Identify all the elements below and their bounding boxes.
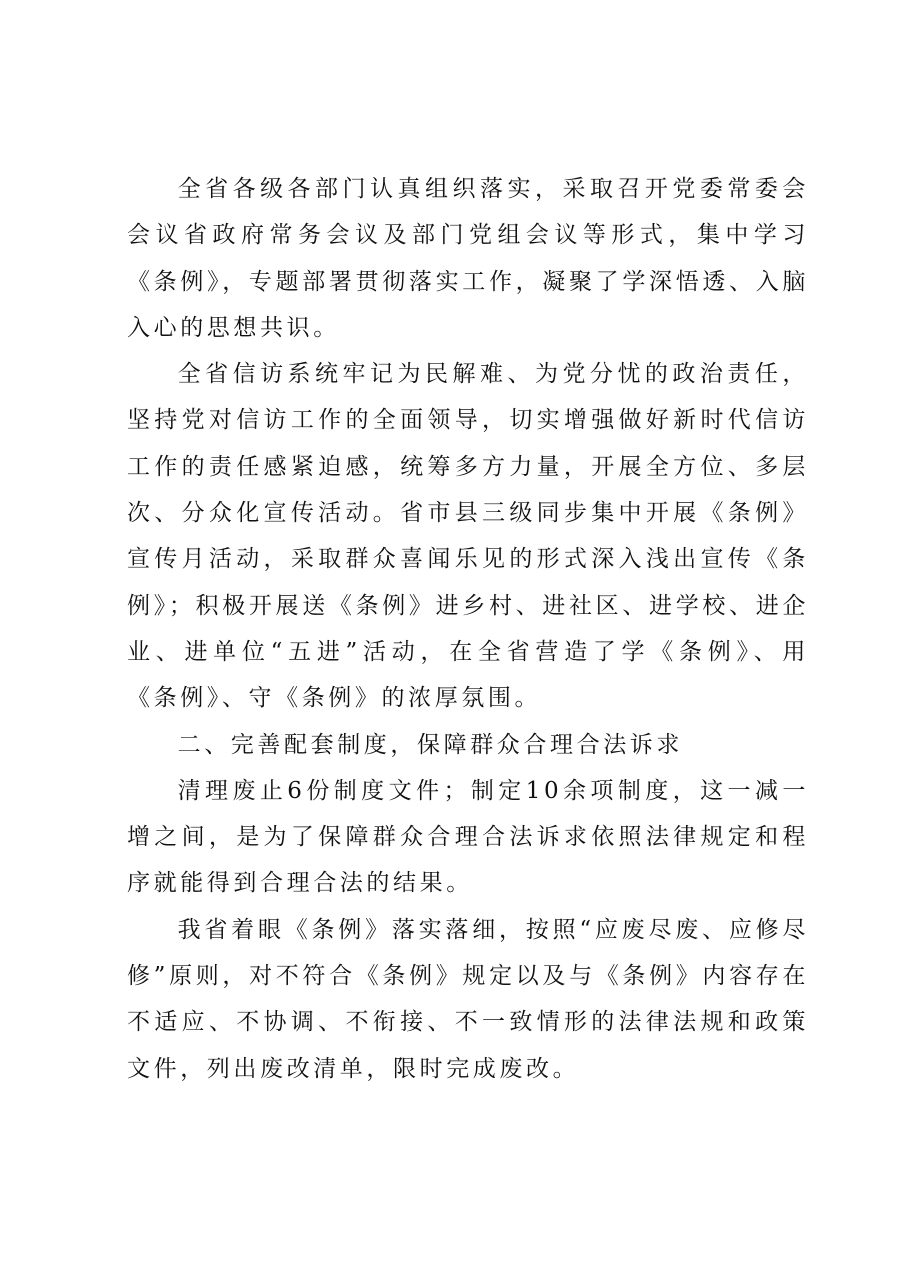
paragraph-revision-list: 我省着眼《条例》落实落细，按照“应废尽废、应修尽修”原则，对不符合《条例》规定以及与《条例》内容存在不适应、不协调、不衔接、不一致情形的法律法规和政策文件，列出废改清单，限时完成废改。 [127, 916, 809, 1082]
paragraph-system-cleanup: 清理废止6份制度文件；制定10余项制度，这一减一增之间，是为了保障群众合理合法诉求依照法律规定和程序就能得到合理合法的结果。 [127, 777, 809, 897]
paragraph-study-regulations: 全省各级各部门认真组织落实，采取召开党委常委会会议省政府常务会议及部门党组会议等形式，集中学习《条例》，专题部署贯彻落实工作，凝聚了学深悟透、入脑入心的思想共识。 [127, 176, 809, 341]
paragraph-publicity-campaign: 全省信访系统牢记为民解难、为党分忧的政治责任，坚持党对信访工作的全面领导，切实增强做好新时代信访工作的责任感紧迫感，统筹多方力量，开展全方位、多层次、分众化宣传活动。省市县三级同步集中开展《条例》宣传月活动，采取群众喜闻乐见的形式深入浅出宣传《条例》；积极开展送《条例》进乡村、进社区、进学校、进企业、进单位“五进”活动，在全省营造了学《条例》、用《条例》、守《条例》的浓厚氛围。 [127, 361, 809, 712]
section-heading-supporting-systems: 二、完善配套制度，保障群众合理合法诉求 [177, 731, 683, 758]
document-body [127, 166, 809, 1092]
